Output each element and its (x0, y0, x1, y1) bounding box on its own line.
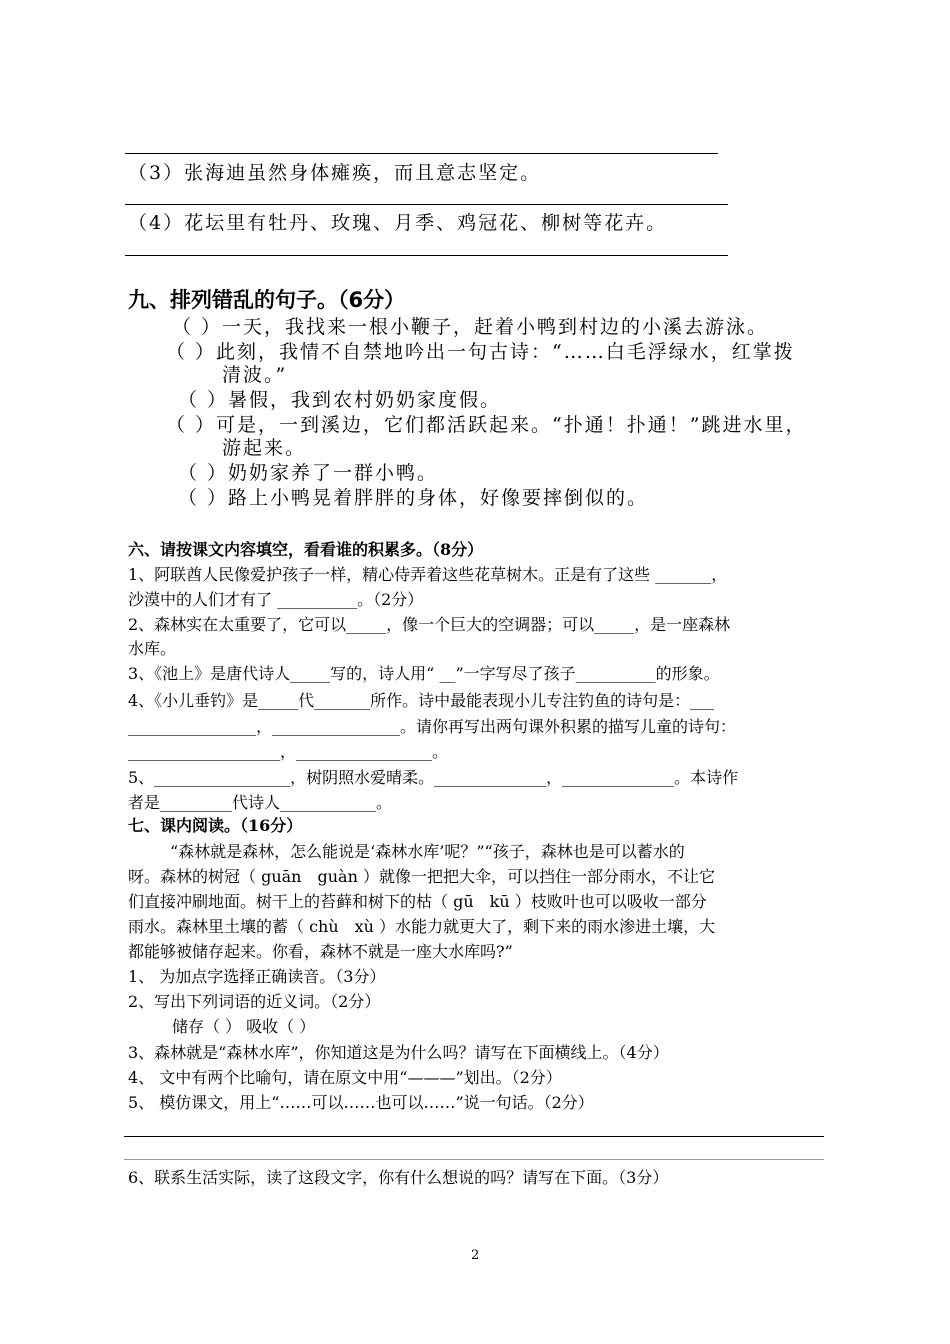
answer-line (125, 255, 728, 256)
ordering-item: （ ）一天，我找来一根小鞭子，赶着小鸭到村边的小溪去游泳。 (172, 316, 769, 338)
ordering-item: （ ）暑假，我到农村奶奶家度假。 (178, 389, 502, 411)
answer-line (125, 153, 718, 154)
reading-passage-line: “森林就是森林，怎么能说是‘森林水库’呢？”“孩子，森林也是可以蓄水的 (170, 842, 685, 861)
ordering-item: （ ）奶奶家养了一群小鸭。 (178, 462, 439, 484)
fill-line: 水库。 (128, 639, 177, 658)
ordering-item: （ ）路上小鸭晃着胖胖的身体，好像要摔倒似的。 (178, 487, 649, 509)
section-7-heading: 七、课内阅读。（16分） (128, 816, 303, 835)
reading-passage-line: 呀。森林的树冠（ guān guàn ）就像一把把大伞，可以挡住一部分雨水，不让它 (128, 867, 715, 886)
ordering-item: （ ）此刻，我情不自禁地吟出一句古诗：“……白毛浮绿水，红掌拨 (166, 341, 795, 363)
ordering-item-continuation: 游起来。 (222, 437, 307, 459)
reading-passage-line: 们直接冲刷地面。树干上的苔藓和树下的枯（ gū kū ）枝败叶也可以吸收一部分 (128, 892, 707, 911)
reading-question: 6、联系生活实际，读了这段文字，你有什么想说的吗？请写在下面。（3分） (128, 1168, 669, 1187)
fill-line: 4、《小儿垂钓》是_____代_______所作。诗中最能表现小儿专注钓鱼的诗句是：___ (128, 691, 715, 710)
answer-line (124, 1159, 824, 1160)
reading-question: 1、 为加点字选择正确读音。（3分） (128, 967, 386, 986)
fill-line: 3、《池上》是唐代诗人_____写的，诗人用“ __”一字写尽了孩子__________的形象。 (128, 664, 720, 683)
reading-question: 4、 文中有两个比喻句，请在原文中用“———”划出。（2分） (128, 1068, 562, 1087)
fill-line: 沙漠中的人们才有了 __________。（2分） (128, 590, 424, 609)
fill-line: 2、森林实在太重要了，它可以_____，像一个巨大的空调器；可以_____，是一座森林 (128, 615, 731, 634)
fill-line: ___________________，_________________。 (128, 742, 449, 761)
section-9-heading: 九、排列错乱的句子。（6分） (128, 288, 406, 312)
fill-line: 者是_________代诗人____________。 (128, 793, 393, 812)
fill-line: 5、_________________，树阴照水爱晴柔。______________，______________。本诗作 (128, 768, 739, 787)
reading-passage-line: 都能够被储存起来。你看，森林不就是一座大水库吗?” (128, 942, 513, 961)
answer-line (125, 204, 728, 205)
rewrite-item-3: （3）张海迪虽然身体瘫痪，而且意志坚定。 (128, 162, 542, 184)
synonym-blanks: 储存（ ） 吸收（ ） (172, 1017, 316, 1036)
ordering-item-continuation: 清波。” (222, 364, 288, 386)
answer-line (124, 1136, 824, 1137)
reading-passage-line: 雨水。森林里土壤的蓄（ chù xù ）水能力就更大了，剩下来的雨水渗进土壤，大 (128, 917, 716, 936)
reading-question: 5、 模仿课文，用上“……可以……也可以……”说一句话。（2分） (128, 1093, 594, 1112)
fill-line: ________________，________________。请你再写出两句课外积累的描写儿童的诗句： (128, 717, 737, 736)
page-number: 2 (471, 1248, 480, 1263)
section-6-heading: 六、请按课文内容填空，看看谁的积累多。（8分） (128, 540, 484, 559)
fill-line: 1、阿联酋人民像爱护孩子一样，精心侍弄着这些花草树木。正是有了这些 _______， (128, 565, 728, 584)
reading-question: 3、森林就是“森林水库”，你知道这是为什么吗？请写在下面横线上。（4分） (128, 1043, 669, 1062)
ordering-item: （ ）可是，一到溪边，它们都活跃起来。“扑通！扑通！”跳进水里， (166, 414, 807, 436)
rewrite-item-4: （4）花坛里有牡丹、玫瑰、月季、鸡冠花、柳树等花卉。 (128, 212, 668, 234)
reading-question: 2、写出下列词语的近义词。（2分） (128, 992, 381, 1011)
